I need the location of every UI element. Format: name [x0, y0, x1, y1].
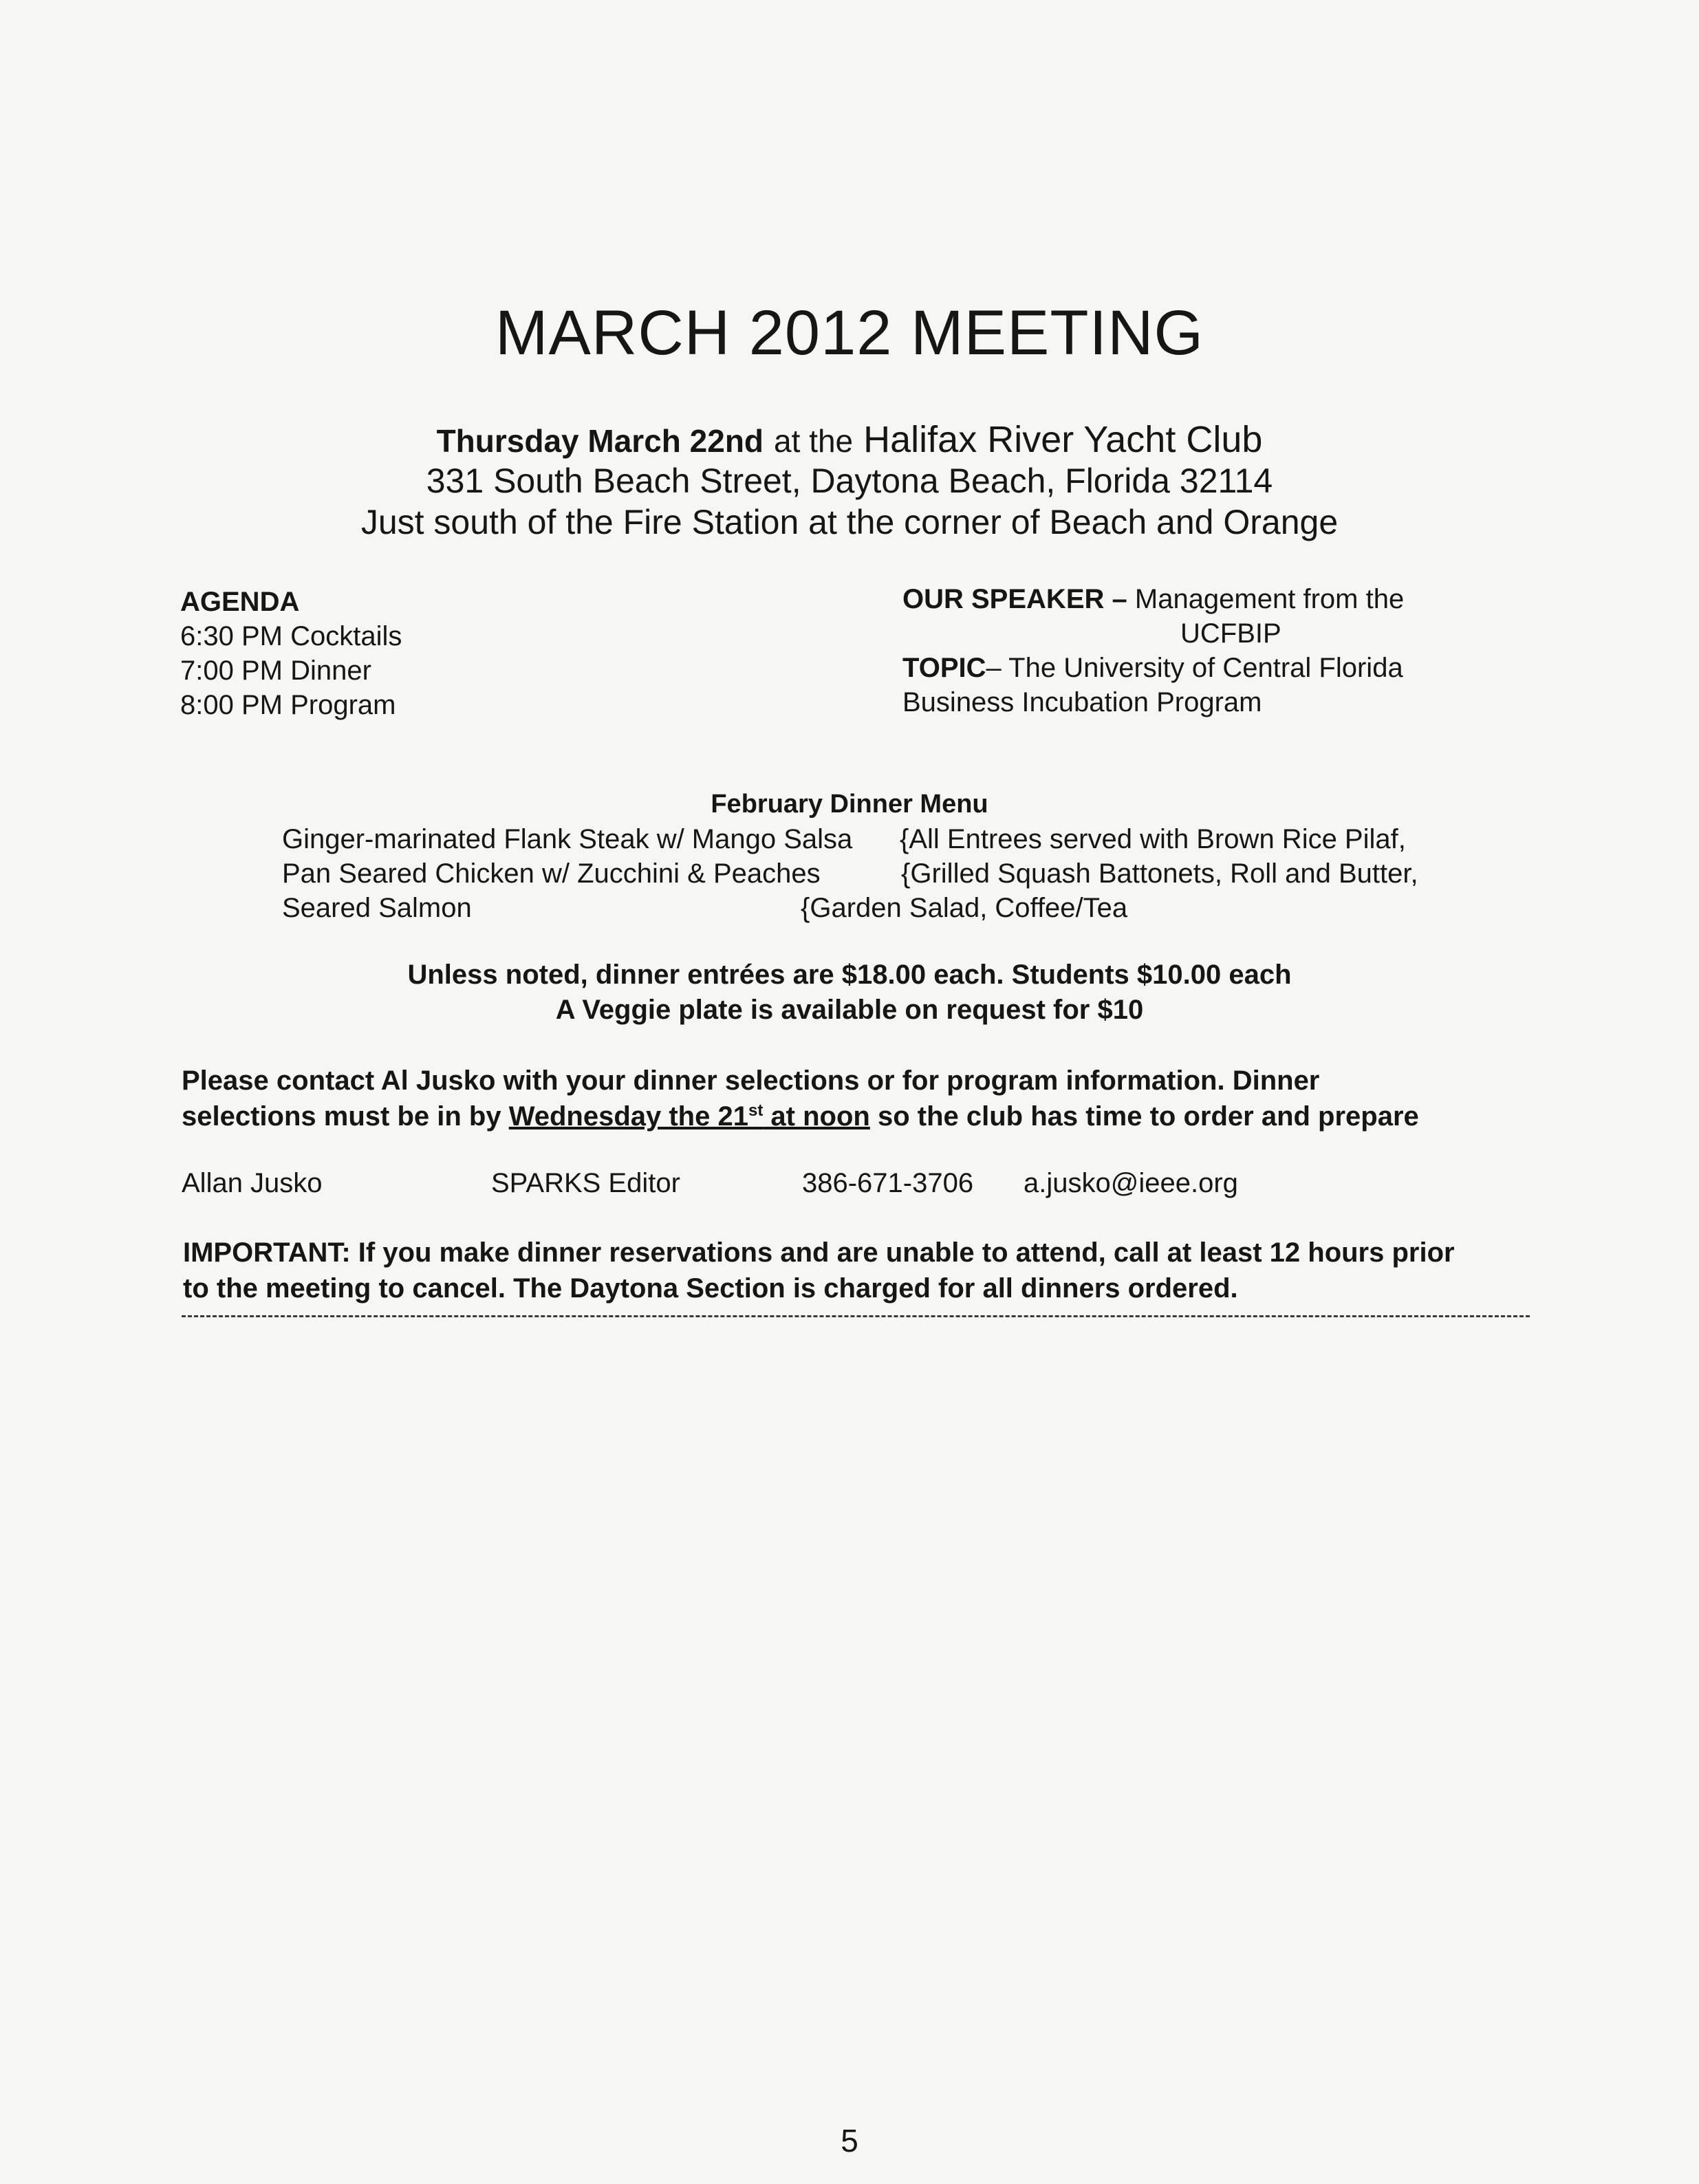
- contact-instructions: [182, 1063, 1419, 1134]
- speaker-section: [902, 582, 1404, 720]
- page-title: MARCH 2012 MEETING: [495, 298, 1204, 368]
- topic-text-continued: Business Incubation Program: [902, 687, 1262, 717]
- contact-line: Please contact Al Jusko with your dinner selections or for program information. Dinner: [182, 1066, 1320, 1096]
- menu-entree: Ginger-marinated Flank Steak w/ Mango Salsa: [282, 824, 853, 854]
- meeting-date-venue: [0, 418, 1699, 461]
- important-text: If you make dinner reservations and are unable to attend, call at least 12 hours prior: [350, 1237, 1455, 1268]
- speaker-org: UCFBIP: [1180, 618, 1281, 649]
- menu-side: {Grilled Squash Battonets, Roll and Butter,: [901, 858, 1418, 889]
- agenda-item: 8:00 PM Program: [180, 690, 396, 720]
- venue-address: 331 South Beach Street, Daytona Beach, Florida 32114: [426, 462, 1273, 500]
- editor-phone: 386-671-3706: [802, 1168, 974, 1198]
- important-notice: [183, 1235, 1455, 1306]
- veggie-line: A Veggie plate is available on request for $10: [555, 995, 1144, 1025]
- menu-entree: Seared Salmon: [282, 893, 472, 923]
- venue-name: Halifax River Yacht Club: [863, 419, 1263, 460]
- editor-email[interactable]: a.jusko@ieee.org: [1024, 1168, 1238, 1198]
- topic-label: TOPIC: [902, 653, 986, 683]
- menu-side: {Garden Salad, Coffee/Tea: [801, 893, 1128, 923]
- dashed-divider: [182, 1315, 1530, 1317]
- agenda-section: [180, 585, 402, 722]
- agenda-item: 6:30 PM Cocktails: [180, 621, 402, 651]
- meeting-day: Thursday March 22nd: [436, 423, 764, 459]
- menu-entree: Pan Seared Chicken w/ Zucchini & Peaches: [282, 858, 821, 889]
- important-label: IMPORTANT:: [183, 1237, 351, 1268]
- editor-role: SPARKS Editor: [491, 1168, 680, 1198]
- venue-directions: Just south of the Fire Station at the corner of Beach and Orange: [360, 503, 1339, 541]
- menu-entrees: [282, 822, 852, 925]
- pricing-line: Unless noted, dinner entrées are $18.00 each. Students $10.00 each: [407, 960, 1292, 990]
- venue-at: at the: [774, 423, 854, 459]
- menu-side: {All Entrees served with Brown Rice Pilaf,: [900, 824, 1406, 854]
- important-text: to the meeting to cancel. The Daytona Section is charged for all dinners ordered.: [183, 1273, 1238, 1304]
- speaker-text: Management from the: [1134, 584, 1405, 614]
- menu-heading: February Dinner Menu: [711, 790, 988, 819]
- topic-text: – The University of Central Florida: [986, 653, 1403, 683]
- contact-line: selections must be in by Wednesday the 21st at noon so the club has time to order and prepare: [182, 1101, 1419, 1132]
- speaker-label: OUR SPEAKER –: [902, 584, 1127, 614]
- deadline: Wednesday the 21st at noon: [508, 1101, 870, 1132]
- page-number: 5: [841, 2123, 858, 2159]
- agenda-item: 7:00 PM Dinner: [180, 656, 371, 686]
- editor-name: Allan Jusko: [182, 1168, 323, 1198]
- agenda-heading: AGENDA: [180, 587, 300, 617]
